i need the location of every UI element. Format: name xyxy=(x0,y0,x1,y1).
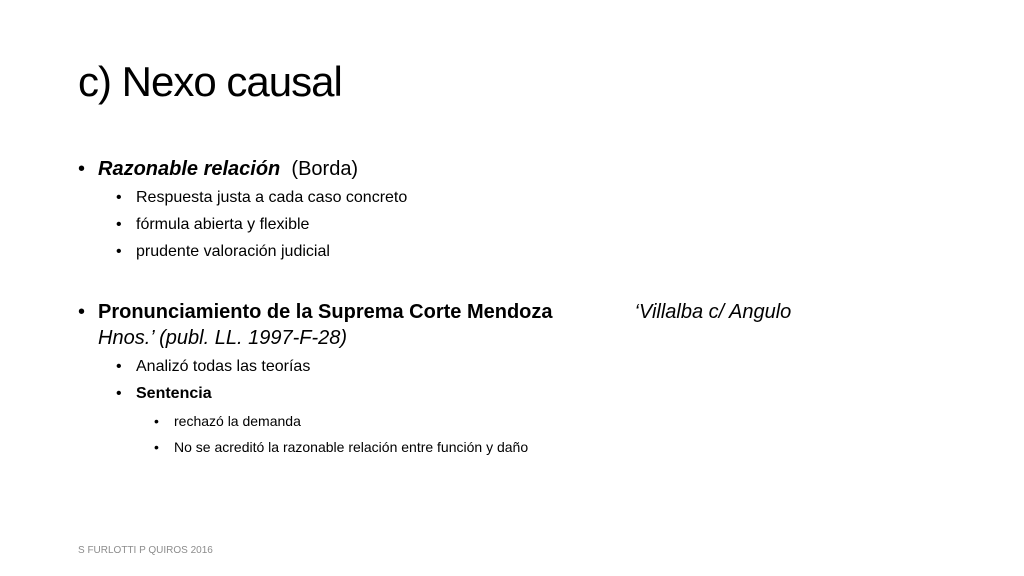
bullet-razonable-relacion xyxy=(78,156,938,182)
pronunciamiento-text: Pronunciamiento de la Suprema Corte Mendoza xyxy=(98,301,553,323)
case-name-text: ‘Villalba c/ Angulo xyxy=(634,301,792,323)
sentencia-text: Sentencia xyxy=(136,385,212,402)
subbullet-formula-abierta xyxy=(78,214,938,236)
slide-title: c) Nexo causal xyxy=(78,58,342,105)
slide-body xyxy=(78,156,938,457)
razonable-relacion-text: Razonable relación xyxy=(98,158,281,180)
subbullet-sentencia xyxy=(78,383,938,405)
subbullet-text: Respuesta justa a cada caso concreto xyxy=(136,189,408,206)
subbullet-text: fórmula abierta y flexible xyxy=(136,216,310,233)
subbullet-text: prudente valoración judicial xyxy=(136,243,330,260)
subsubbullet-rechazo-demanda xyxy=(78,411,938,431)
case-citation-text: Hnos.’ (publ. LL. 1997-F-28) xyxy=(98,327,348,349)
slide-footer: S FURLOTTI P QUIROS 2016 xyxy=(78,545,213,556)
subbullet-text: Analizó todas las teorías xyxy=(136,358,311,375)
subsubbullet-no-se-acredito xyxy=(78,437,938,457)
bullet-dot: • xyxy=(78,301,86,323)
subbullet-respuesta-justa xyxy=(78,187,938,209)
bullet-dot: • xyxy=(78,158,86,180)
bullet-dot: • xyxy=(116,216,122,233)
bullet-dot: • xyxy=(116,243,122,260)
bullet-pronunciamiento xyxy=(78,299,938,351)
borda-text: (Borda) xyxy=(291,158,359,180)
subbullet-analizo-teorias xyxy=(78,356,938,378)
subsubbullet-text: No se acreditó la razonable relación entre función y daño xyxy=(174,439,529,455)
bullet-dot: • xyxy=(154,413,159,429)
bullet-dot: • xyxy=(116,189,122,206)
bullet-dot: • xyxy=(154,439,159,455)
subsubbullet-text: rechazó la demanda xyxy=(174,413,301,429)
spacer xyxy=(78,263,938,299)
bullet-dot: • xyxy=(116,358,122,375)
bullet-dot: • xyxy=(116,385,122,402)
subbullet-prudente-valoracion xyxy=(78,241,938,263)
